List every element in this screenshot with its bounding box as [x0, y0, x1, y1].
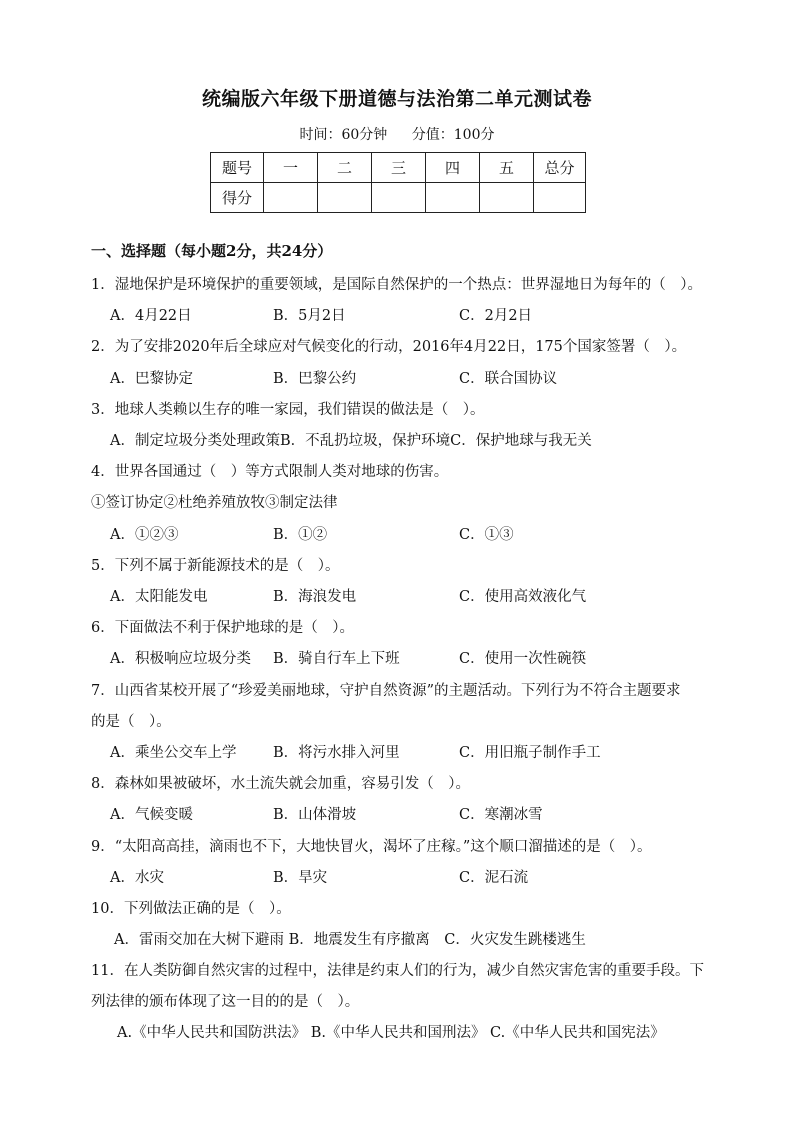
option-b: B．海浪发电	[273, 589, 357, 605]
options-line: A．雷雨交加在大树下避雨 B．地震发生有序撤离 C．火灾发生跳楼逃生	[114, 932, 586, 948]
option-a: A．4月22日	[110, 308, 192, 324]
score-cell[interactable]	[264, 183, 318, 213]
question-7: 7．山西省某校开展了“珍爱美丽地球，守护自然资源”的主题活动。下列行为不符合主题要求	[91, 683, 681, 699]
option-c: C．2月2日	[459, 308, 533, 324]
option-a: A．巴黎协定	[110, 371, 193, 387]
option-c: C．寒潮冰雪	[459, 807, 543, 823]
exam-time: 时间：60分钟	[299, 127, 388, 143]
option-c: C．联合国协议	[459, 371, 558, 387]
question-7-cont: 的是（ ）。	[91, 714, 171, 730]
options-line: A.《中华人民共和国防洪法》 B.《中华人民共和国刑法》 C.《中华人民共和国宪法》	[117, 1025, 665, 1041]
option-a: A．太阳能发电	[110, 589, 208, 605]
option-b: B．山体滑坡	[273, 807, 357, 823]
option-c: C．使用一次性碗筷	[459, 651, 587, 667]
page-title: 统编版六年级下册道德与法治第二单元测试卷	[201, 88, 592, 110]
option-c: C．使用高效液化气	[459, 589, 587, 605]
score-row-label: 得分	[211, 183, 264, 213]
question-5: 5．下列不属于新能源技术的是（ ）。	[91, 558, 340, 574]
option-a: A．气候变暖	[110, 807, 193, 823]
exam-info	[0, 124, 794, 144]
section-heading: 一、选择题（每小题2分，共24分）	[91, 242, 333, 260]
score-cell[interactable]	[480, 183, 534, 213]
score-header-cell: 四	[426, 153, 480, 183]
question-6: 6．下面做法不利于保护地球的是（ ）。	[91, 620, 354, 636]
question-4: 4．世界各国通过（ ）等方式限制人类对地球的伤害。	[91, 464, 449, 480]
score-table-row	[211, 183, 586, 213]
score-header-cell: 题号	[211, 153, 264, 183]
option-a: A．水灾	[110, 870, 164, 886]
score-table-header-row	[211, 153, 586, 183]
option-b: B．将污水排入河里	[273, 745, 400, 761]
score-header-cell: 总分	[534, 153, 586, 183]
option-b: B．旱灾	[273, 870, 328, 886]
score-cell[interactable]	[318, 183, 372, 213]
exam-score: 分值：100分	[411, 127, 495, 143]
question-11-cont: 列法律的颁布体现了这一目的的是（ ）。	[91, 994, 360, 1010]
option-c: C．用旧瓶子制作手工	[459, 745, 601, 761]
score-cell[interactable]	[426, 183, 480, 213]
question-9: 9．“太阳高高挂，滴雨也不下，大地快冒火，渴坏了庄稼。”这个顺口溜描述的是（ ）。	[91, 839, 652, 855]
score-cell[interactable]	[372, 183, 426, 213]
score-header-cell: 一	[264, 153, 318, 183]
option-c: C．泥石流	[459, 870, 529, 886]
option-a: A．乘坐公交车上学	[110, 745, 237, 761]
question-4-statements: ①签订协定②杜绝养殖放牧③制定法律	[91, 495, 338, 511]
question-2: 2．为了安排2020年后全球应对气候变化的行动，2016年4月22日，175个国家签署（ ）。	[91, 339, 687, 355]
question-11: 11．在人类防御自然灾害的过程中，法律是约束人们的行为，减少自然灾害危害的重要手段。下	[91, 963, 704, 979]
question-3: 3．地球人类赖以生存的唯一家园，我们错误的做法是（ ）。	[91, 402, 485, 418]
options-line: A．制定垃圾分类处理政策B．不乱扔垃圾，保护环境C．保护地球与我无关	[110, 433, 592, 449]
question-1: 1．湿地保护是环境保护的重要领域，是国际自然保护的一个热点：世界湿地日为每年的（ ）。	[91, 277, 702, 293]
option-c: C．①③	[459, 527, 514, 543]
option-a: A．①②③	[110, 527, 179, 543]
option-b: B．5月2日	[273, 308, 346, 324]
question-8: 8．森林如果被破坏，水土流失就会加重，容易引发（ ）。	[91, 776, 470, 792]
option-b: B．骑自行车上下班	[273, 651, 400, 667]
option-a: A．积极响应垃圾分类	[110, 651, 251, 667]
question-10: 10．下列做法正确的是（ ）。	[91, 901, 291, 917]
score-cell[interactable]	[534, 183, 586, 213]
score-header-cell: 五	[480, 153, 534, 183]
score-header-cell: 二	[318, 153, 372, 183]
score-header-cell: 三	[372, 153, 426, 183]
option-b: B．巴黎公约	[273, 371, 357, 387]
option-b: B．①②	[273, 527, 328, 543]
score-table	[210, 152, 586, 213]
